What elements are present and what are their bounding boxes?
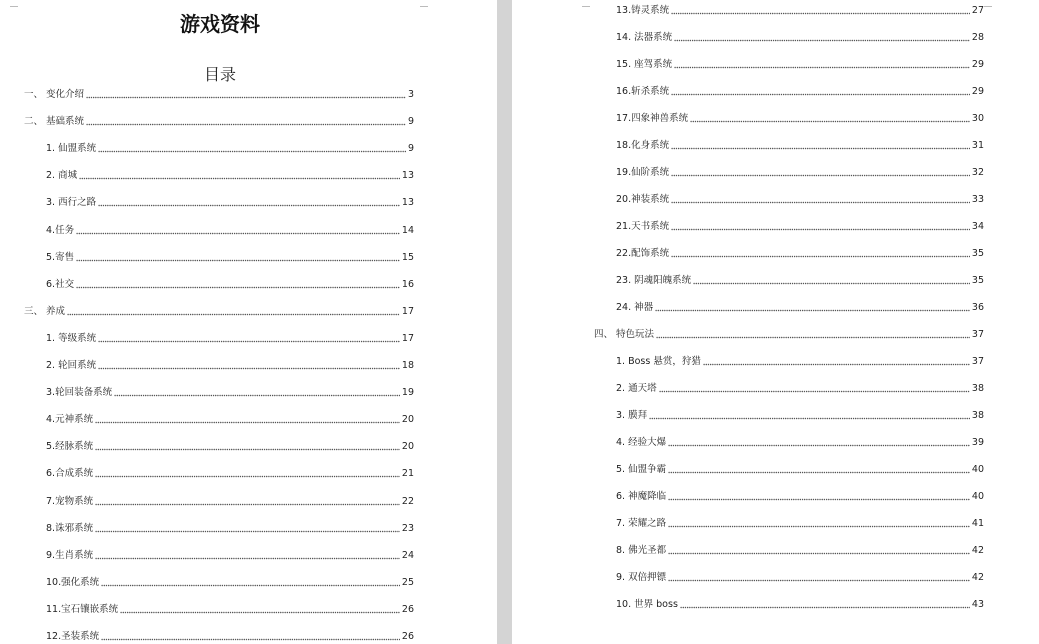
toc-entry-label: 1. Boss 悬赏，狩猎 (616, 356, 701, 367)
toc-entry-label: 4.元神系统 (46, 414, 94, 426)
toc-entry-page-number: 35 (971, 248, 984, 259)
toc-entry[interactable] (46, 413, 414, 427)
toc-entry[interactable] (46, 549, 414, 563)
toc-entry[interactable] (46, 359, 414, 373)
toc-entry-label: 6.合成系统 (46, 468, 94, 480)
toc-dot-leader (668, 525, 970, 528)
toc-entry-page-number: 25 (401, 576, 414, 588)
toc-entry-label: 13.铸灵系统 (616, 5, 670, 16)
toc-dot-leader (101, 584, 400, 587)
toc-entry[interactable] (616, 463, 984, 477)
toc-dot-leader (668, 471, 970, 474)
toc-entry-label: 三、 养成 (24, 305, 66, 317)
toc-entry-label: 8.诛邪系统 (46, 522, 94, 534)
toc-entry[interactable] (616, 490, 984, 504)
toc-entry-page-number: 43 (971, 599, 984, 610)
toc-entry[interactable] (616, 4, 984, 18)
toc-dot-leader (95, 421, 400, 424)
toc-entry[interactable] (616, 409, 984, 423)
toc-dot-leader (671, 93, 970, 96)
toc-dot-leader (114, 394, 400, 397)
toc-entry-page-number: 13 (401, 197, 414, 209)
toc-entry-page-number: 20 (401, 441, 414, 453)
toc-entry-page-number: 29 (971, 86, 984, 97)
toc-entry[interactable] (46, 142, 414, 156)
toc-entry-label: 7.宠物系统 (46, 495, 94, 507)
toc-entry-page-number: 9 (407, 116, 414, 128)
toc-entry[interactable] (616, 193, 984, 207)
toc-entry-label: 23. 阴魂阳魄系统 (616, 275, 692, 286)
page-corner-mark (582, 0, 590, 7)
toc-dot-leader (671, 255, 970, 258)
toc-entry-page-number: 23 (401, 522, 414, 534)
toc-entry-page-number: 33 (971, 194, 984, 205)
toc-dot-leader (668, 444, 970, 447)
toc-entry-label: 2. 商城 (46, 170, 78, 182)
toc-entry-label: 4.任务 (46, 224, 75, 236)
toc-entry-label: 3.轮回装备系统 (46, 387, 113, 399)
toc-dot-leader (98, 367, 400, 370)
toc-entry-label: 6.社交 (46, 278, 75, 290)
toc-entry[interactable] (616, 85, 984, 99)
toc-dot-leader (674, 66, 970, 69)
toc-entry[interactable] (24, 305, 414, 319)
toc-entry[interactable] (616, 301, 984, 315)
toc-dot-leader (86, 96, 406, 99)
toc-entry[interactable] (616, 382, 984, 396)
toc-entry-label: 24. 神器 (616, 302, 654, 313)
toc-entry[interactable] (616, 544, 984, 558)
toc-entry[interactable] (46, 467, 414, 481)
toc-dot-leader (656, 336, 970, 339)
toc-entry-page-number: 18 (401, 360, 414, 371)
toc-dot-leader (98, 204, 400, 207)
toc-entry-label: 10. 世界 boss (616, 599, 678, 610)
toc-dot-leader (95, 475, 400, 478)
toc-entry-label: 9.生肖系统 (46, 549, 94, 561)
toc-dot-leader (95, 503, 400, 506)
toc-dot-leader (668, 552, 970, 555)
toc-dot-leader (76, 259, 400, 262)
toc-entry-page-number: 34 (971, 221, 984, 232)
toc-entry-page-number: 9 (407, 143, 414, 155)
toc-entry-page-number: 40 (971, 491, 984, 502)
toc-dot-leader (86, 123, 406, 126)
toc-entry-page-number: 29 (971, 59, 984, 70)
toc-entry[interactable] (616, 31, 984, 45)
toc-entry[interactable] (46, 495, 414, 509)
toc-entry[interactable] (46, 603, 414, 617)
toc-entry-label: 1. 等级系统 (46, 332, 97, 344)
toc-dot-leader (671, 228, 970, 231)
toc-entry[interactable] (24, 115, 414, 129)
toc-entry-label: 一、 变化介绍 (24, 89, 85, 100)
page-corner-mark (420, 0, 428, 7)
toc-entry-label: 11.宝石镶嵌系统 (46, 603, 119, 615)
toc-entry-page-number: 42 (971, 545, 984, 556)
toc-entry-page-number: 41 (971, 518, 984, 529)
toc-entry-page-number: 36 (971, 302, 984, 313)
toc-dot-leader (120, 611, 400, 614)
toc-dot-leader (690, 120, 970, 123)
toc-entry-page-number: 26 (401, 603, 414, 615)
toc-entry-page-number: 42 (971, 572, 984, 583)
toc-entry-label: 16.斩杀系统 (616, 86, 670, 97)
toc-entry-page-number: 24 (401, 549, 414, 561)
toc-dot-leader (674, 39, 970, 42)
toc-dot-leader (680, 606, 970, 609)
toc-entry-page-number: 17 (401, 332, 414, 344)
toc-entry[interactable] (46, 196, 414, 210)
page-corner-mark (984, 0, 992, 7)
toc-entry[interactable] (616, 166, 984, 180)
toc-entry-label: 4. 经验大爆 (616, 437, 667, 448)
toc-entry[interactable] (46, 386, 414, 400)
toc-dot-leader (95, 557, 400, 560)
toc-entry-page-number: 15 (401, 251, 414, 263)
page-gutter (497, 0, 512, 644)
toc-entry-label: 18.化身系统 (616, 140, 670, 151)
toc-entry[interactable] (616, 436, 984, 450)
toc-entry-label: 9. 双倍押镖 (616, 572, 667, 583)
toc-entry-page-number: 35 (971, 275, 984, 286)
toc-entry-page-number: 28 (971, 32, 984, 43)
toc-entry-page-number: 38 (971, 410, 984, 421)
toc-entry-label: 19.仙阶系统 (616, 167, 670, 178)
toc-entry-label: 6. 神魔降临 (616, 491, 667, 502)
toc-dot-leader (671, 147, 970, 150)
toc-dot-leader (101, 638, 400, 641)
toc-entry[interactable] (616, 274, 984, 288)
page-right (512, 0, 1039, 644)
toc-entry-page-number: 16 (401, 278, 414, 290)
toc-entry-label: 7. 荣耀之路 (616, 518, 667, 529)
toc-entry[interactable] (46, 278, 414, 292)
toc-entry-label: 二、 基础系统 (24, 116, 85, 128)
toc-entry[interactable] (616, 220, 984, 234)
toc-entry-page-number: 38 (971, 383, 984, 394)
toc-entry-page-number: 13 (401, 170, 414, 182)
toc-entry-label: 1. 仙盟系统 (46, 143, 97, 155)
toc-dot-leader (655, 309, 970, 312)
toc-entry-label: 5. 仙盟争霸 (616, 464, 667, 475)
toc-entry-label: 四、 特色玩法 (594, 329, 655, 340)
toc-entry-label: 22.配饰系统 (616, 248, 670, 259)
toc-entry[interactable] (594, 328, 984, 342)
toc-entry[interactable] (616, 355, 984, 369)
toc-entry-page-number: 31 (971, 140, 984, 151)
toc-entry-page-number: 39 (971, 437, 984, 448)
toc-entry[interactable] (616, 247, 984, 261)
toc-entry-label: 15. 座驾系统 (616, 59, 673, 70)
toc-entry[interactable] (616, 112, 984, 126)
toc-entry-page-number: 14 (401, 224, 414, 236)
toc-dot-leader (67, 313, 400, 316)
toc-dot-leader (76, 286, 400, 289)
toc-entry-page-number: 32 (971, 167, 984, 178)
toc-entry-label: 21.天书系统 (616, 221, 670, 232)
toc-entry[interactable] (46, 522, 414, 536)
toc-dot-leader (671, 201, 970, 204)
document-title: 游戏资料 (180, 12, 260, 36)
toc-dot-leader (703, 363, 970, 366)
toc-entry[interactable] (46, 169, 414, 183)
toc-entry[interactable] (46, 224, 414, 238)
toc-entry-page-number: 40 (971, 464, 984, 475)
toc-entry-label: 8. 佛光圣都 (616, 545, 667, 556)
toc-entry-label: 10.强化系统 (46, 576, 100, 588)
toc-entry-label: 2. 通天塔 (616, 383, 657, 394)
toc-entry[interactable] (46, 332, 414, 346)
toc-heading: 目录 (203, 65, 236, 84)
toc-entry-page-number: 37 (971, 356, 984, 367)
toc-dot-leader (95, 448, 400, 451)
toc-entry[interactable] (46, 440, 414, 454)
toc-dot-leader (671, 174, 970, 177)
toc-dot-leader (693, 282, 970, 285)
toc-dot-leader (671, 12, 970, 15)
toc-entry[interactable] (616, 139, 984, 153)
toc-dot-leader (76, 232, 400, 235)
page-corner-mark (10, 0, 18, 7)
toc-dot-leader (98, 150, 406, 153)
toc-entry[interactable] (24, 88, 414, 102)
toc-entry-page-number: 19 (401, 387, 414, 399)
toc-entry-page-number: 26 (401, 631, 414, 642)
toc-entry-page-number: 27 (971, 5, 984, 16)
toc-entry[interactable] (616, 58, 984, 72)
toc-entry-page-number: 30 (971, 113, 984, 124)
toc-dot-leader (95, 530, 400, 533)
toc-entry[interactable] (46, 251, 414, 265)
toc-dot-leader (79, 177, 400, 180)
toc-entry-page-number: 37 (971, 329, 984, 340)
toc-entry-label: 17.四象神兽系统 (616, 113, 689, 124)
toc-entry-label: 5.经脉系统 (46, 441, 94, 453)
toc-entry[interactable] (46, 630, 414, 644)
toc-entry-page-number: 21 (401, 468, 414, 480)
toc-entry[interactable] (46, 576, 414, 590)
toc-dot-leader (668, 579, 970, 582)
toc-entry-label: 12.圣装系统 (46, 631, 100, 642)
toc-entry[interactable] (616, 598, 984, 612)
toc-dot-leader (659, 390, 970, 393)
toc-entry[interactable] (616, 517, 984, 531)
toc-entry-label: 20.神装系统 (616, 194, 670, 205)
toc-entry-page-number: 22 (401, 495, 414, 507)
toc-entry-label: 3. 西行之路 (46, 197, 97, 209)
toc-entry-label: 14. 法器系统 (616, 32, 673, 43)
toc-entry-page-number: 3 (407, 89, 414, 100)
toc-entry[interactable] (616, 571, 984, 585)
toc-entry-label: 3. 膜拜 (616, 410, 648, 421)
toc-dot-leader (668, 498, 970, 501)
toc-entry-label: 2. 轮回系统 (46, 360, 97, 371)
toc-entry-label: 5.寄售 (46, 251, 75, 263)
toc-entry-page-number: 20 (401, 414, 414, 426)
toc-dot-leader (649, 417, 970, 420)
toc-dot-leader (98, 340, 400, 343)
toc-entry-page-number: 17 (401, 305, 414, 317)
page-left (0, 0, 497, 644)
